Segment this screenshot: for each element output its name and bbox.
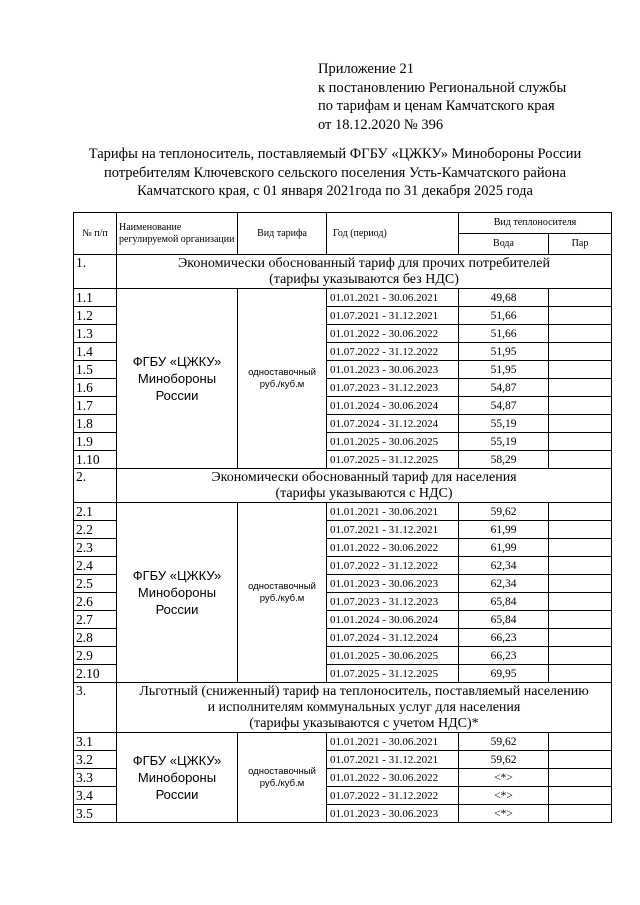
period-cell: 01.01.2022 - 30.06.2022 xyxy=(327,539,459,557)
row-number: 3.2 xyxy=(74,751,117,769)
steam-value xyxy=(549,539,612,557)
period-cell: 01.01.2025 - 30.06.2025 xyxy=(327,647,459,665)
row-number: 3.3 xyxy=(74,769,117,787)
row-number: 2.7 xyxy=(74,611,117,629)
water-value: 51,95 xyxy=(459,361,549,379)
appendix-line: от 18.12.2020 № 396 xyxy=(318,116,444,133)
water-value: 54,87 xyxy=(459,397,549,415)
table-row xyxy=(74,733,612,751)
tariff-type-line: руб./куб.м xyxy=(259,592,305,604)
water-value: 55,19 xyxy=(459,415,549,433)
period-cell: 01.01.2023 - 30.06.2023 xyxy=(327,575,459,593)
period-cell: 01.07.2024 - 31.12.2024 xyxy=(327,415,459,433)
tariff-type xyxy=(238,733,327,823)
organization-name xyxy=(117,503,238,683)
period-cell: 01.07.2022 - 31.12.2022 xyxy=(327,557,459,575)
water-value: 61,99 xyxy=(459,521,549,539)
period-cell: 01.01.2021 - 30.06.2021 xyxy=(327,289,459,307)
water-value: <*> xyxy=(459,769,549,787)
water-value: 55,19 xyxy=(459,433,549,451)
section-header-row xyxy=(74,683,612,733)
tariff-type-line: одноставочный xyxy=(248,366,316,378)
section-number: 3. xyxy=(74,683,117,733)
organization-name xyxy=(117,733,238,823)
water-value: 66,23 xyxy=(459,647,549,665)
water-value: 65,84 xyxy=(459,593,549,611)
row-number: 2.8 xyxy=(74,629,117,647)
water-value: 51,95 xyxy=(459,343,549,361)
period-cell: 01.01.2022 - 30.06.2022 xyxy=(327,325,459,343)
section-title-line: Льготный (сниженный) тариф на теплоноситель, поставляемый населению xyxy=(139,683,589,699)
row-number: 1.5 xyxy=(74,361,117,379)
header-steam: Пар xyxy=(549,234,612,255)
period-cell: 01.07.2025 - 31.12.2025 xyxy=(327,665,459,683)
section-number: 2. xyxy=(74,469,117,503)
appendix-line: по тарифам и ценам Камчатского края xyxy=(318,98,555,114)
row-number: 1.3 xyxy=(74,325,117,343)
organization-name-line: ФГБУ «ЦЖКУ» xyxy=(132,354,222,369)
appendix-line: Приложение 21 xyxy=(318,61,414,77)
section-number: 1. xyxy=(74,255,117,289)
steam-value xyxy=(549,325,612,343)
row-number: 3.4 xyxy=(74,787,117,805)
period-cell: 01.07.2025 - 31.12.2025 xyxy=(327,451,459,469)
section-title-line: (тарифы указываются с НДС) xyxy=(275,485,453,501)
steam-value xyxy=(549,415,612,433)
row-number: 1.6 xyxy=(74,379,117,397)
section-title xyxy=(117,255,612,289)
steam-value xyxy=(549,379,612,397)
row-number: 2.3 xyxy=(74,539,117,557)
organization-name-line: ФГБУ «ЦЖКУ» xyxy=(132,753,222,768)
row-number: 1.7 xyxy=(74,397,117,415)
period-cell: 01.01.2024 - 30.06.2024 xyxy=(327,611,459,629)
tariff-type xyxy=(238,289,327,469)
steam-value xyxy=(549,647,612,665)
row-number: 2.9 xyxy=(74,647,117,665)
organization-name-line: Минобороны xyxy=(137,585,217,600)
header-carrier: Вид теплоносителя xyxy=(459,213,612,234)
tariff-type-line: одноставочный xyxy=(248,580,316,592)
steam-value xyxy=(549,629,612,647)
section-title xyxy=(117,683,612,733)
steam-value xyxy=(549,343,612,361)
row-number: 1.8 xyxy=(74,415,117,433)
water-value: 69,95 xyxy=(459,665,549,683)
row-number: 2.2 xyxy=(74,521,117,539)
water-value: 49,68 xyxy=(459,289,549,307)
header-water: Вода xyxy=(459,234,549,255)
tariff-type-line: одноставочный xyxy=(248,765,316,777)
organization-name-line: ФГБУ «ЦЖКУ» xyxy=(132,568,222,583)
organization-name-line: Минобороны xyxy=(137,770,217,785)
row-number: 3.1 xyxy=(74,733,117,751)
water-value: 62,34 xyxy=(459,557,549,575)
steam-value xyxy=(549,521,612,539)
row-number: 1.4 xyxy=(74,343,117,361)
water-value: 58,29 xyxy=(459,451,549,469)
steam-value xyxy=(549,451,612,469)
steam-value xyxy=(549,787,612,805)
steam-value xyxy=(549,361,612,379)
water-value: 59,62 xyxy=(459,503,549,521)
steam-value xyxy=(549,433,612,451)
section-title-line: (тарифы указываются с учетом НДС)* xyxy=(249,715,479,731)
row-number: 1.2 xyxy=(74,307,117,325)
period-cell: 01.07.2021 - 31.12.2021 xyxy=(327,521,459,539)
water-value: 65,84 xyxy=(459,611,549,629)
row-number: 2.6 xyxy=(74,593,117,611)
period-cell: 01.07.2023 - 31.12.2023 xyxy=(327,379,459,397)
organization-name-line: России xyxy=(155,602,199,617)
steam-value xyxy=(549,733,612,751)
header-num: № п/п xyxy=(74,213,117,255)
section-header-row xyxy=(74,469,612,503)
period-cell: 01.07.2021 - 31.12.2021 xyxy=(327,751,459,769)
steam-value xyxy=(549,665,612,683)
steam-value xyxy=(549,593,612,611)
period-cell: 01.01.2023 - 30.06.2023 xyxy=(327,805,459,823)
period-cell: 01.01.2022 - 30.06.2022 xyxy=(327,769,459,787)
steam-value xyxy=(549,397,612,415)
row-number: 2.5 xyxy=(74,575,117,593)
title-line: потребителям Ключевского сельского поселения Усть-Камчатского района xyxy=(103,164,567,181)
row-number: 2.10 xyxy=(74,665,117,683)
period-cell: 01.07.2024 - 31.12.2024 xyxy=(327,629,459,647)
water-value: 51,66 xyxy=(459,307,549,325)
period-cell: 01.01.2023 - 30.06.2023 xyxy=(327,361,459,379)
period-cell: 01.07.2021 - 31.12.2021 xyxy=(327,307,459,325)
row-number: 2.4 xyxy=(74,557,117,575)
organization-name-line: России xyxy=(155,388,199,403)
document-title xyxy=(60,145,610,201)
section-title-line: Экономически обоснованный тариф для населения xyxy=(211,469,517,485)
row-number: 3.5 xyxy=(74,805,117,823)
title-line: Тарифы на теплоноситель, поставляемый ФГБУ «ЦЖКУ» Минобороны России xyxy=(88,146,582,162)
water-value: 59,62 xyxy=(459,733,549,751)
appendix-line: к постановлению Региональной службы xyxy=(318,79,567,96)
period-cell: 01.07.2022 - 31.12.2022 xyxy=(327,787,459,805)
section-title-line: (тарифы указываются без НДС) xyxy=(269,271,459,287)
water-value: 66,23 xyxy=(459,629,549,647)
steam-value xyxy=(549,503,612,521)
appendix-block xyxy=(318,60,566,134)
period-cell: 01.01.2021 - 30.06.2021 xyxy=(327,503,459,521)
section-header-row xyxy=(74,255,612,289)
water-value: 61,99 xyxy=(459,539,549,557)
period-cell: 01.01.2025 - 30.06.2025 xyxy=(327,433,459,451)
period-cell: 01.01.2024 - 30.06.2024 xyxy=(327,397,459,415)
row-number: 2.1 xyxy=(74,503,117,521)
table-row xyxy=(74,503,612,521)
header-tariff-type: Вид тарифа xyxy=(238,213,327,255)
organization-name xyxy=(117,289,238,469)
period-cell: 01.07.2022 - 31.12.2022 xyxy=(327,343,459,361)
table-row xyxy=(74,289,612,307)
header-period: Год (период) xyxy=(327,213,459,255)
steam-value xyxy=(549,805,612,823)
water-value: 62,34 xyxy=(459,575,549,593)
header-org: Наименование регулируемой организации xyxy=(117,213,238,255)
section-title-line: и исполнителям коммунальных услуг для населения xyxy=(207,699,521,715)
row-number: 1.9 xyxy=(74,433,117,451)
tariff-type-line: руб./куб.м xyxy=(259,777,305,789)
tariff-type xyxy=(238,503,327,683)
steam-value xyxy=(549,769,612,787)
water-value: <*> xyxy=(459,787,549,805)
title-line: Камчатского края, с 01 января 2021года по 31 декабря 2025 года xyxy=(137,183,533,199)
steam-value xyxy=(549,557,612,575)
section-title xyxy=(117,469,612,503)
steam-value xyxy=(549,289,612,307)
steam-value xyxy=(549,575,612,593)
water-value: 59,62 xyxy=(459,751,549,769)
water-value: 54,87 xyxy=(459,379,549,397)
period-cell: 01.07.2023 - 31.12.2023 xyxy=(327,593,459,611)
steam-value xyxy=(549,751,612,769)
steam-value xyxy=(549,611,612,629)
row-number: 1.10 xyxy=(74,451,117,469)
water-value: 51,66 xyxy=(459,325,549,343)
tariff-table xyxy=(73,212,612,823)
tariff-type-line: руб./куб.м xyxy=(259,378,305,390)
section-title-line: Экономически обоснованный тариф для прочих потребителей xyxy=(178,255,550,271)
water-value: <*> xyxy=(459,805,549,823)
period-cell: 01.01.2021 - 30.06.2021 xyxy=(327,733,459,751)
steam-value xyxy=(549,307,612,325)
organization-name-line: России xyxy=(155,787,199,802)
organization-name-line: Минобороны xyxy=(137,371,217,386)
row-number: 1.1 xyxy=(74,289,117,307)
